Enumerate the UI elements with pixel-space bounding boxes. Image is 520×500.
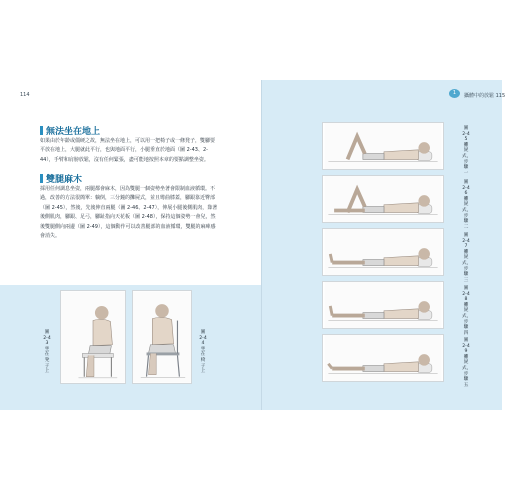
chair-pose-illustration (133, 291, 191, 383)
stool-pose-illustration (61, 291, 125, 383)
lying-pose-illustration (323, 335, 443, 381)
section-paragraph-sitting: 如果由於年齡或僵硬之故，無法坐在地上，可以用一把椅子或一條凳子，雙腳要平放在地上，大腿就此平行，也與地面平行，小腿垂直於地面（圖 2-43、2-44），手臂和肩膀放鬆，沒有任何緊張，盡可能地按照本章的要點調整坐姿。 (40, 138, 216, 163)
caption-fig-2-47: 圖 2-47 攤屍式，步驟三 (462, 233, 472, 283)
photo-corpse-pose-step-1 (322, 122, 444, 170)
section-paragraph-numb-legs: 採用任何調息坐姿，兩腿都會麻木，因為雙腿一個姿勢坐著會限制血液循環。不過，改善的方法很簡單：躺倒，三分鐘的攤屍式，並且彎曲膝蓋，腳跟靠近臀部（圖 2-45），然後，先後伸直兩腿（圖 2-46、2-47），伸展小腿後側肌肉，聳著後側肌肉，腳跟、足弓，腳趾指向天花板（圖 2-48），保持這個姿勢一會兒，然後雙腿側向兩邊（圖 2-49），這個動作可以改善腿部的血液循環，雙腿的麻痺感會消失。 (40, 186, 218, 240)
lying-pose-illustration (323, 229, 443, 275)
photo-sitting-on-chair (132, 290, 192, 384)
caption-fig-2-49: 圖 2-49 攤屍式，步驟五 (462, 338, 472, 388)
running-head-title: 攝體中的放鬆 (464, 93, 495, 99)
caption-fig-2-48: 圖 2-48 攤屍式，步驟四 (462, 286, 472, 336)
caption-fig-2-46: 圖 2-46 攤屍式，步驟二 (462, 180, 472, 230)
section-heading-numb-legs (40, 172, 82, 185)
running-head (464, 92, 505, 99)
caption-fig-2-43: 圖 2-43 坐在凳子上 (43, 330, 51, 375)
section-heading-sitting (40, 124, 100, 137)
photo-corpse-pose-step-2 (322, 175, 444, 223)
photo-corpse-pose-step-4 (322, 281, 444, 329)
right-page-number: 115 (495, 93, 506, 99)
caption-fig-2-45: 圖 2-45 攤屍式，步驟一 (462, 126, 472, 176)
caption-fig-2-44: 圖 2-44 坐在椅子上 (199, 330, 207, 375)
heading-marker (40, 174, 43, 183)
lying-pose-illustration (323, 282, 443, 328)
heading-marker (40, 126, 43, 135)
page-gutter (261, 80, 262, 410)
section-heading-text: 雙腿麻木 (46, 175, 83, 185)
photo-corpse-pose-step-3 (322, 228, 444, 276)
chapter-badge: 1 (449, 89, 460, 98)
photo-corpse-pose-step-5 (322, 334, 444, 382)
photo-sitting-on-stool (60, 290, 126, 384)
section-heading-text: 無法坐在地上 (46, 127, 101, 137)
lying-pose-illustration (323, 123, 443, 169)
left-page-number: 114 (20, 92, 30, 98)
lying-pose-illustration (323, 176, 443, 222)
